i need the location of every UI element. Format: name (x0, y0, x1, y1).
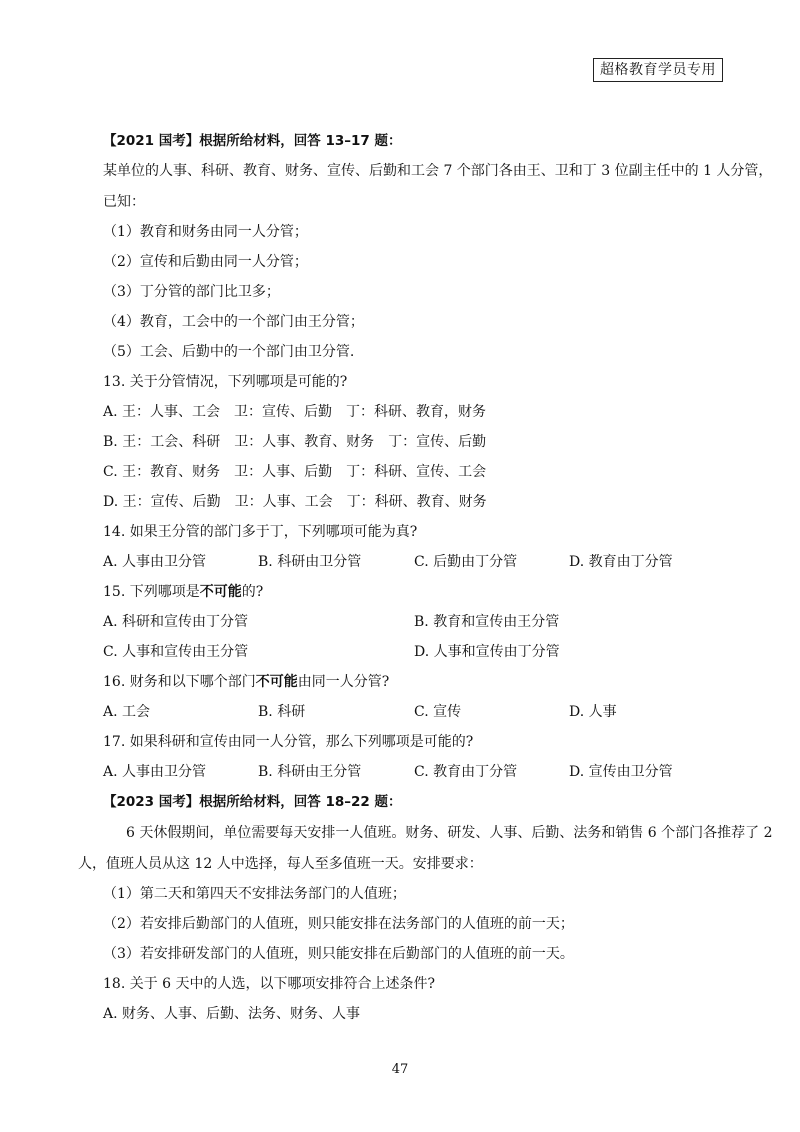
question-18-stem: 18. 关于 6 天中的人选，以下哪项安排符合上述条件? (103, 976, 436, 992)
condition-2: （2）宣传和后勤由同一人分管； (103, 254, 308, 270)
page-number: 47 (391, 1062, 409, 1077)
question-13-option-b: B. 王：工会、科研 卫：人事、教育、财务 丁：宣传、后勤 (103, 434, 487, 450)
question-17-option-b: B. 科研由王分管 (258, 764, 362, 780)
question-14-option-b: B. 科研由卫分管 (258, 554, 362, 570)
condition-3: （3）丁分管的部门比卫多； (103, 284, 280, 300)
question-18-option-a: A. 财务、人事、后勤、法务、财务、人事 (103, 1006, 361, 1022)
question-15-option-d: D. 人事和宣传由丁分管 (414, 644, 560, 660)
question-13-stem: 13. 关于分管情况，下列哪项是可能的? (103, 374, 348, 390)
section2-intro-line2: 人，值班人员从这 12 人中选择，每人至多值班一天。安排要求： (78, 856, 483, 872)
section2-intro-line1: 6 天休假期间，单位需要每天安排一人值班。财务、研发、人事、后勤、法务和销售 6 个部门各推荐了 2 (126, 825, 773, 841)
question-15-option-b: B. 教育和宣传由王分管 (414, 614, 560, 630)
section1-intro-line2: 已知： (103, 194, 145, 210)
condition-5: （5）工会、后勤中的一个部门由卫分管. (103, 344, 355, 360)
section2-condition-2: （2）若安排后勤部门的人值班，则只能安排在法务部门的人值班的前一天； (103, 916, 574, 932)
question-17-option-d: D. 宣传由卫分管 (569, 764, 673, 780)
question-16-option-b: B. 科研 (258, 704, 306, 720)
question-14-option-c: C. 后勤由丁分管 (414, 554, 518, 570)
section2-condition-1: （1）第二天和第四天不安排法务部门的人值班； (103, 886, 406, 902)
condition-1: （1）教育和财务由同一人分管； (103, 224, 308, 240)
header-badge: 超格教育学员专用 (593, 58, 723, 82)
question-13-option-a: A. 王：人事、工会 卫：宣传、后勤 丁：科研、教育，财务 (103, 404, 487, 420)
question-17-option-a: A. 人事由卫分管 (103, 764, 207, 780)
question-17-option-c: C. 教育由丁分管 (414, 764, 518, 780)
question-15-option-a: A. 科研和宣传由丁分管 (103, 614, 249, 630)
section2-condition-3: （3）若安排研发部门的人值班，则只能安排在后勤部门的人值班的前一天。 (103, 946, 574, 962)
question-15-stem: 15. 下列哪项是不可能的? (103, 584, 264, 600)
emphasis-bukeneng: 不可能 (255, 674, 298, 690)
question-14-option-a: A. 人事由卫分管 (103, 554, 207, 570)
question-17-stem: 17. 如果科研和宣传由同一人分管，那么下列哪项是可能的? (103, 734, 474, 750)
question-14-option-d: D. 教育由丁分管 (569, 554, 673, 570)
question-14-stem: 14. 如果王分管的部门多于丁，下列哪项可能为真? (103, 524, 418, 540)
question-16-stem: 16. 财务和以下哪个部门不可能由同一人分管? (103, 674, 390, 690)
question-13-option-c: C. 王：教育、财务 卫：人事、后勤 丁：科研、宣传、工会 (103, 464, 487, 480)
section1-intro-line1: 某单位的人事、科研、教育、财务、宣传、后勤和工会 7 个部门各由王、卫和丁 3 位副主任中的 1 人分管， (103, 163, 773, 179)
question-13-option-d: D. 王：宣传、后勤 卫：人事、工会 丁：科研、教育、财务 (103, 494, 487, 510)
question-15-option-c: C. 人事和宣传由王分管 (103, 644, 249, 660)
question-16-option-c: C. 宣传 (414, 704, 462, 720)
section-title-2023: 【2023 国考】根据所给材料，回答 18–22 题： (103, 794, 402, 810)
question-16-option-a: A. 工会 (103, 704, 151, 720)
question-16-option-d: D. 人事 (569, 704, 617, 720)
emphasis-bukeneng: 不可能 (199, 584, 242, 600)
condition-4: （4）教育，工会中的一个部门由王分管； (103, 314, 364, 330)
section-title-2021: 【2021 国考】根据所给材料，回答 13–17 题： (103, 133, 402, 149)
